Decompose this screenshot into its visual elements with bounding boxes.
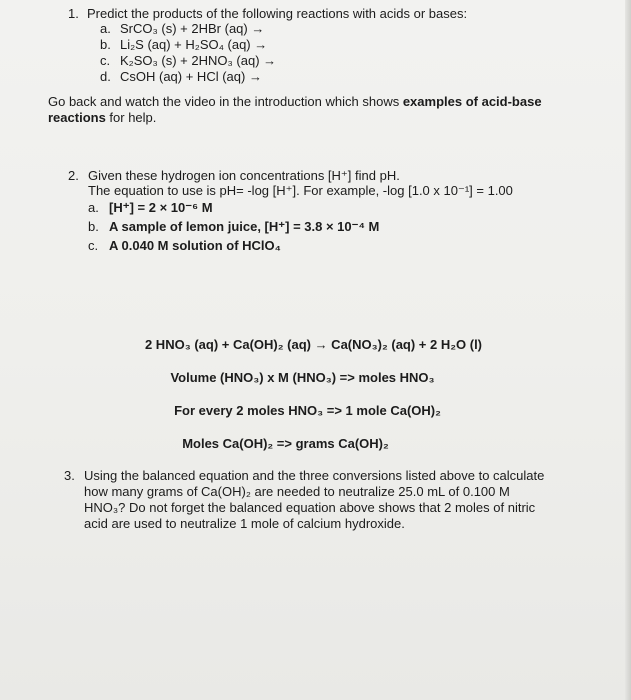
note-plain-2: for help. bbox=[105, 110, 157, 125]
q1-prompt: Predict the products of the following reactions with acids or bases: bbox=[87, 6, 468, 21]
q1-item-d-letter: d. bbox=[100, 69, 111, 84]
q3-number: 3. bbox=[64, 468, 75, 483]
note-bold-1: examples of acid-base bbox=[402, 94, 542, 109]
note-bold-2: reactions bbox=[48, 110, 106, 125]
note-plain-1: Go back and watch the video in the introduction which shows bbox=[48, 94, 403, 109]
q1-item-b-letter: b. bbox=[100, 37, 111, 52]
conversion-step-3: Moles Ca(OH)₂ => grams Ca(OH)₂ bbox=[182, 436, 389, 451]
q2-item-b-letter: b. bbox=[88, 219, 99, 234]
q1-item-a: SrCO₃ (s) + 2HBr (aq) → bbox=[120, 21, 265, 36]
q1-item-c: K₂SO₃ (s) + 2HNO₃ (aq) → bbox=[120, 53, 277, 68]
q3-line-3: HNO₃? Do not forget the balanced equation above shows that 2 moles of nitric bbox=[84, 500, 536, 515]
step3-row bbox=[0, 436, 631, 452]
conversion-step-2: For every 2 moles HNO₃ => 1 mole Ca(OH)₂ bbox=[174, 403, 441, 418]
q2-item-c: A 0.040 M solution of HClO₄ bbox=[109, 238, 281, 253]
q2-item-a: [H⁺] = 2 × 10⁻⁶ M bbox=[109, 200, 213, 215]
step1-row bbox=[0, 370, 631, 386]
q1-item-d: CsOH (aq) + HCl (aq) → bbox=[120, 69, 262, 84]
step2-row bbox=[0, 403, 631, 419]
page-edge-shadow bbox=[625, 0, 631, 700]
q2-item-c-letter: c. bbox=[88, 238, 99, 253]
conversion-step-1: Volume (HNO₃) x M (HNO₃) => moles HNO₃ bbox=[170, 370, 435, 385]
q1-item-b: Li₂S (aq) + H₂SO₄ (aq) → bbox=[120, 37, 268, 52]
q2-number: 2. bbox=[68, 168, 79, 183]
note-line-2 bbox=[48, 110, 156, 126]
q1-item-a-letter: a. bbox=[100, 21, 111, 36]
q1-item-c-letter: c. bbox=[100, 53, 111, 68]
q1-number: 1. bbox=[68, 6, 79, 21]
q2-item-a-letter: a. bbox=[88, 200, 99, 215]
q3-line-4: acid are used to neutralize 1 mole of calcium hydroxide. bbox=[84, 516, 405, 531]
q3-line-2: how many grams of Ca(OH)₂ are needed to neutralize 25.0 mL of 0.100 M bbox=[84, 484, 510, 499]
q2-item-b: A sample of lemon juice, [H⁺] = 3.8 × 10⁻⁴ M bbox=[109, 219, 380, 234]
balanced-equation: 2 HNO₃ (aq) + Ca(OH)₂ (aq) → Ca(NO₃)₂ (aq) + 2 H₂O (l) bbox=[144, 337, 483, 352]
reaction-row bbox=[0, 337, 631, 353]
q2-line-2: The equation to use is pH= -log [H⁺]. For example, -log [1.0 x 10⁻¹] = 1.00 bbox=[88, 183, 513, 198]
q2-line-1: Given these hydrogen ion concentrations [H⁺] find pH. bbox=[88, 168, 400, 183]
note-line-1 bbox=[48, 94, 542, 110]
q3-line-1: Using the balanced equation and the three conversions listed above to calculate bbox=[84, 468, 545, 483]
